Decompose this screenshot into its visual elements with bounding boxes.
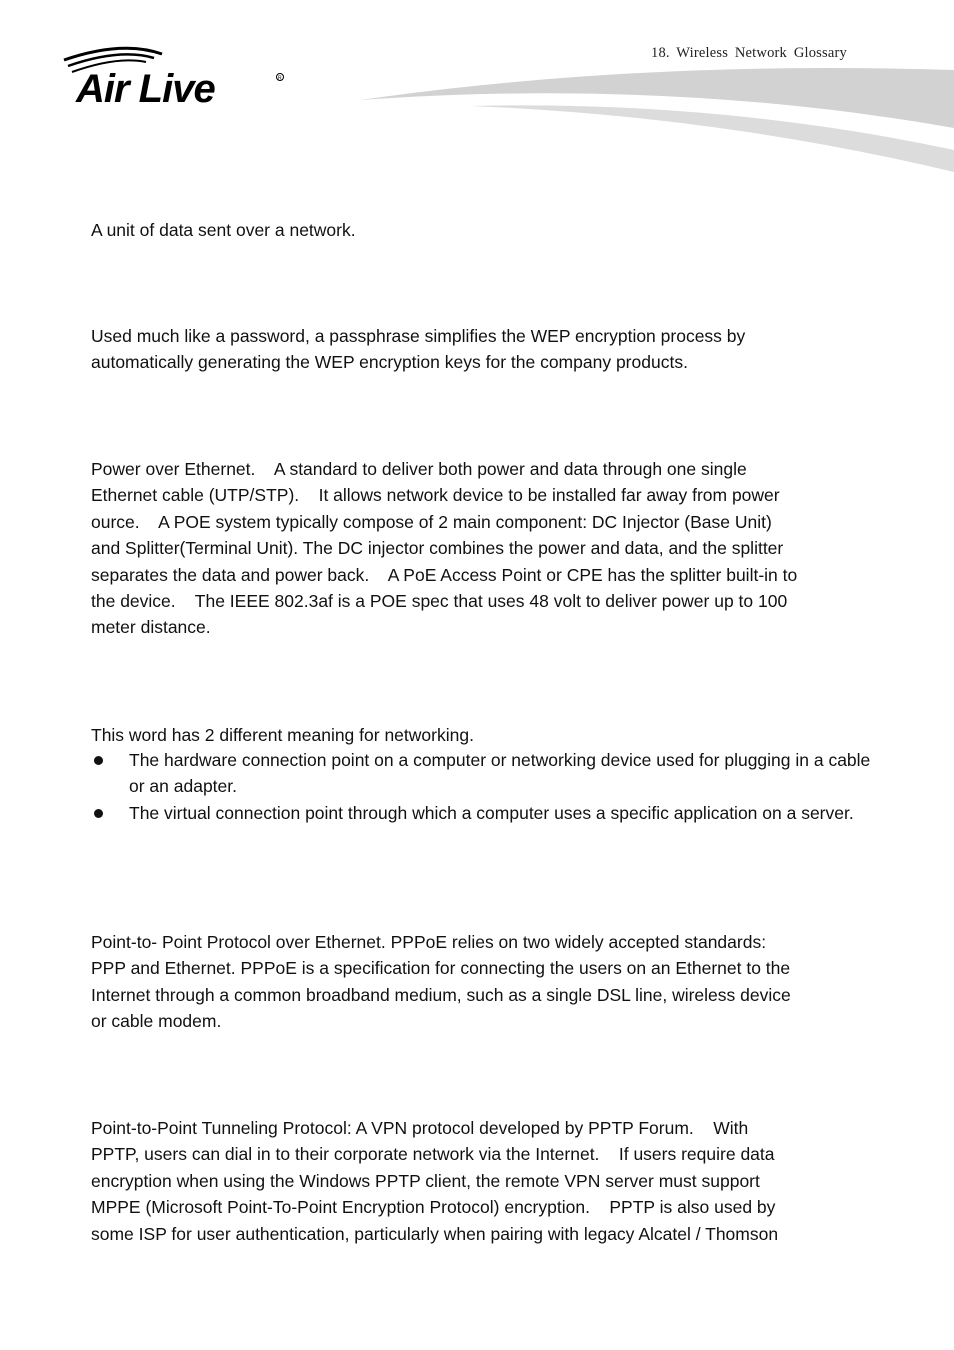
- list-item-text: The virtual connection point through which a computer uses a specific application on a server.: [129, 802, 854, 823]
- list-item: [91, 800, 871, 826]
- port-bullet-list: [91, 747, 871, 826]
- list-item-text: The hardware connection point on a computer or networking device used for plugging in a cable or an adapter.: [129, 750, 871, 797]
- bullet-icon: [94, 809, 103, 818]
- page-header: [0, 0, 954, 190]
- packet-definition: A unit of data sent over a network.: [91, 220, 356, 240]
- bullet-icon: [94, 756, 103, 765]
- section-title: 18. Wireless Network Glossary: [651, 45, 847, 61]
- port-intro: This word has 2 different meaning for networking.: [91, 725, 474, 745]
- list-item: [91, 747, 871, 800]
- svg-text:R: R: [278, 75, 282, 82]
- header-swoosh-decoration: [340, 60, 954, 180]
- passphrase-definition: Used much like a password, a passphrase simplifies the WEP encryption process by automatically generating the WEP encryption keys for the company products.: [91, 326, 746, 373]
- pppoe-definition: Point-to- Point Protocol over Ethernet. PPPoE relies on two widely accepted standards: PPP and Ethernet. PPPoE is a specification for connecting the users on an Ethernet to the Internet through a common broadband medium, such as a single DSL line, wireless device or cable modem.: [91, 932, 791, 1032]
- svg-text:Air Live: Air Live: [76, 67, 215, 111]
- airlive-logo: [62, 42, 292, 112]
- pptp-definition: Point-to-Point Tunneling Protocol: A VPN protocol developed by PPTP Forum. With PPTP, users can dial in to their corporate network via the Internet. If users require data encryption when using the Windows PPTP client, the remote VPN server must support MPPE (Microsoft Point-To-Point Encryption Protocol) encryption. PPTP is also used by some ISP for user authentication, particularly when pairing with legacy Alcatel / Thomson: [91, 1118, 779, 1244]
- poe-definition: Power over Ethernet. A standard to deliver both power and data through one single Ethernet cable (UTP/STP). It allows network device to be installed far away from power ource. A POE system typically compose of 2 main component: DC Injector (Base Unit) and Splitter(Terminal Unit). The DC injector combines the power and data, and the splitter separates the data and power back. A PoE Access Point or CPE has the splitter built-in to the device. The IEEE 802.3af is a POE spec that uses 48 volt to deliver power up to 100 meter distance.: [91, 459, 798, 638]
